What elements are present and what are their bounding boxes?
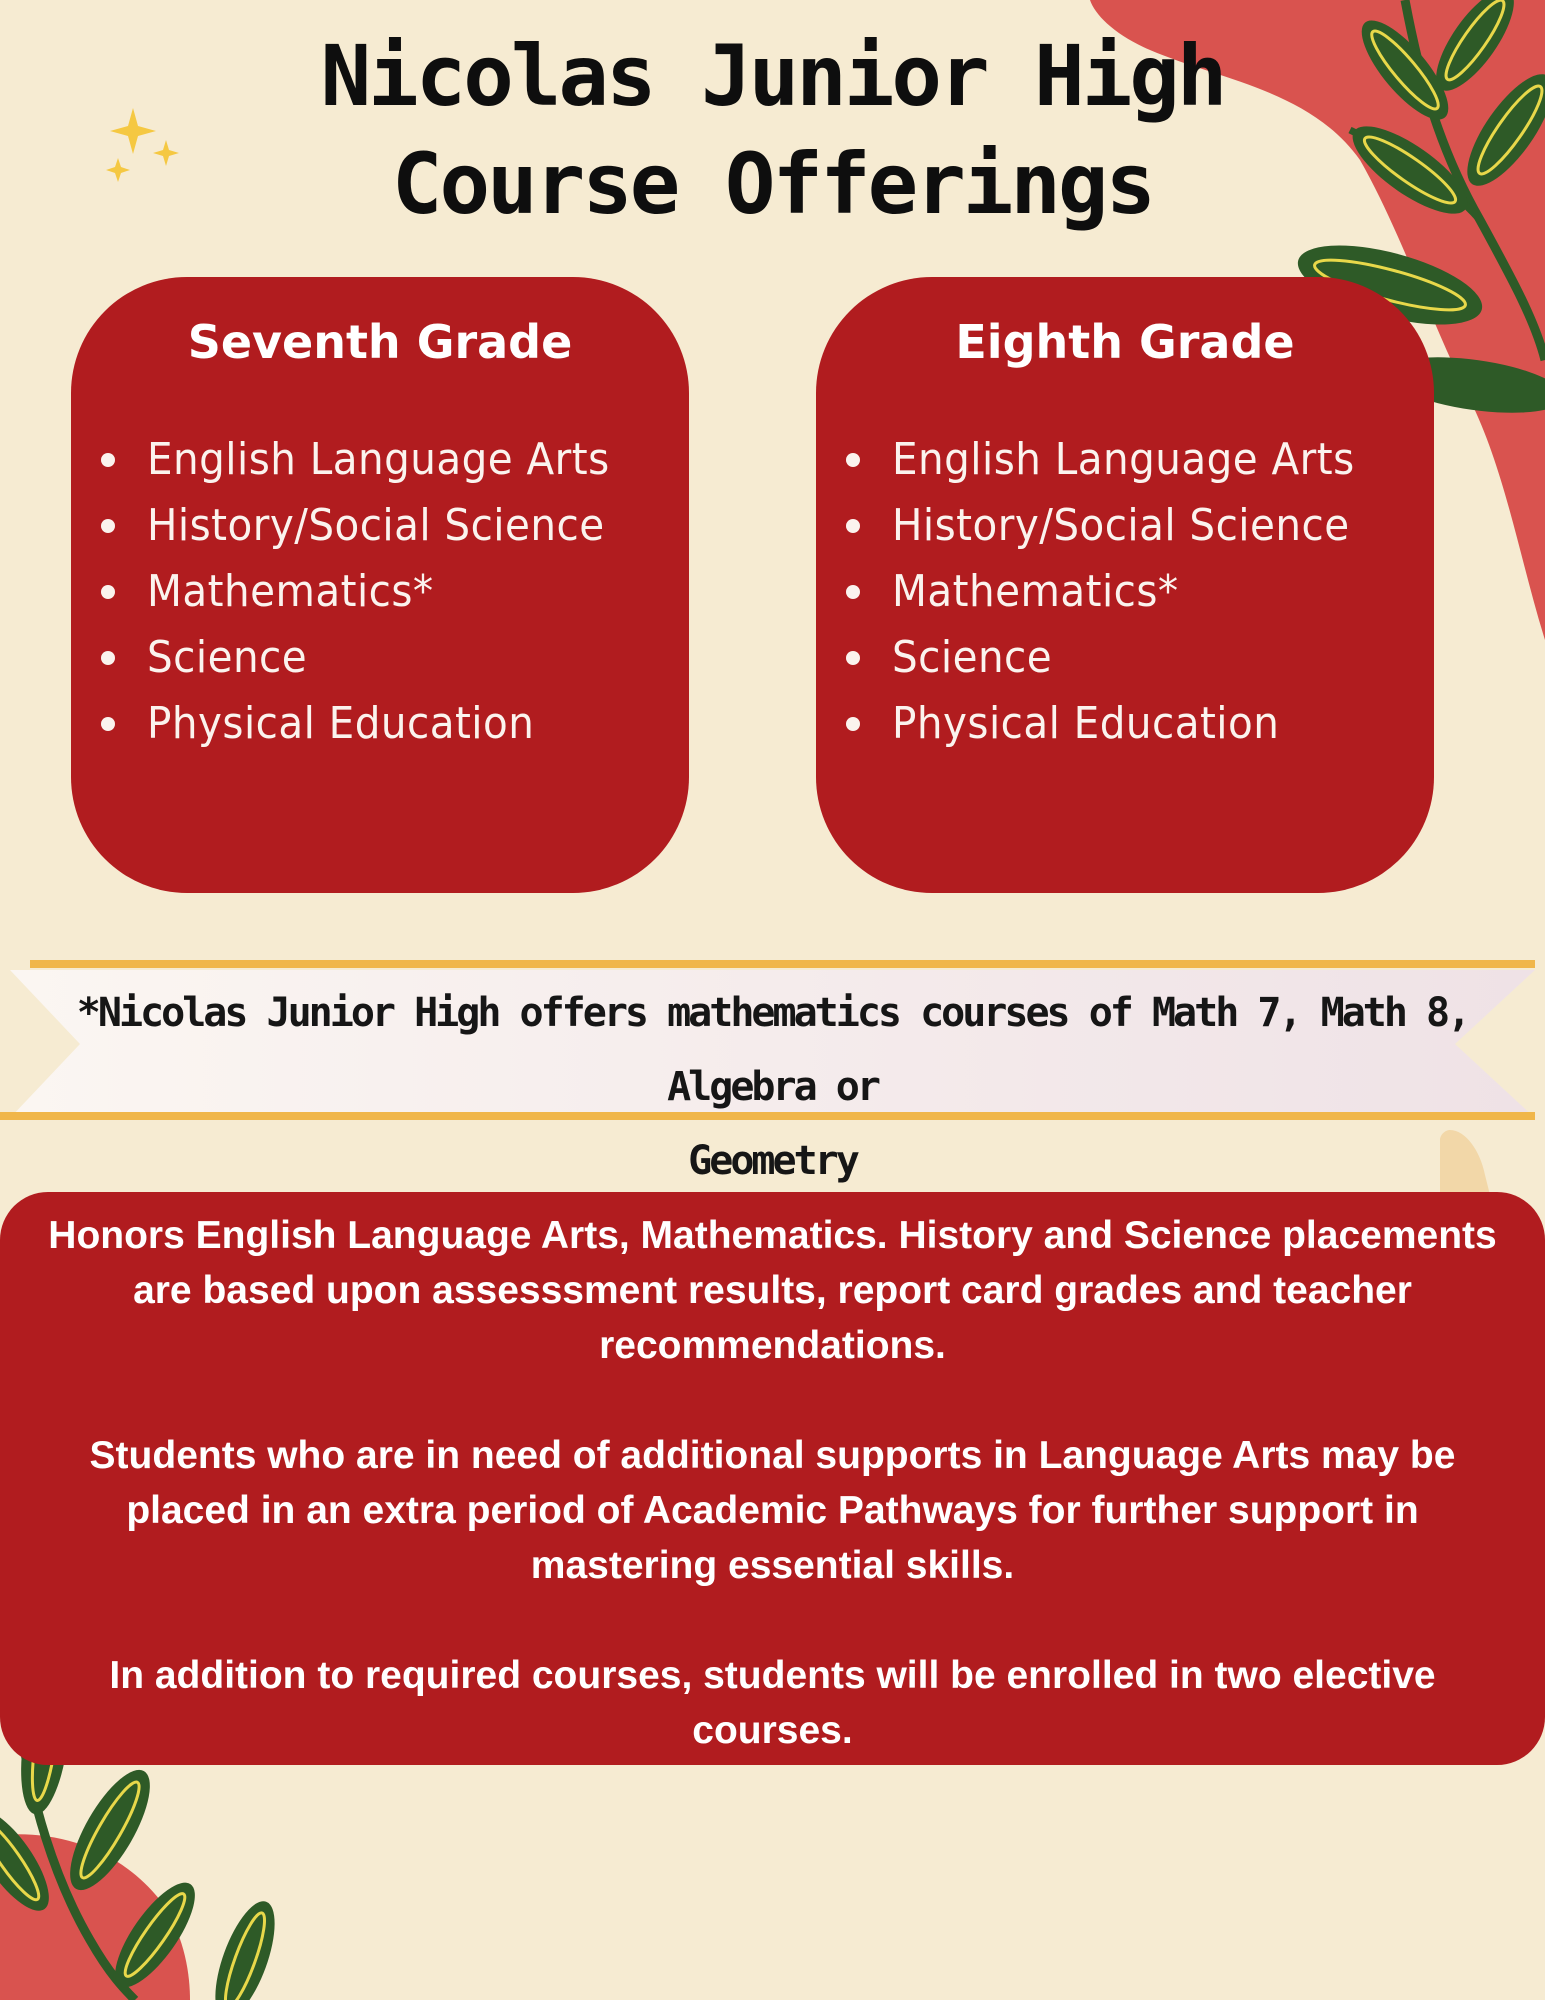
card-heading: Seventh Grade	[187, 315, 573, 369]
seventh-grade-card	[71, 277, 689, 893]
card-heading: Eighth Grade	[955, 315, 1295, 369]
list-item: History/Social Science	[147, 493, 650, 559]
course-list	[892, 427, 1395, 757]
list-item: Science	[147, 625, 650, 691]
math-footnote-line-1: *Nicolas Junior High offers mathematics courses of Math 7, Math 8, Algebra or	[76, 990, 1469, 1110]
list-item: English Language Arts	[147, 427, 650, 493]
list-item: Physical Education	[147, 691, 650, 757]
eighth-grade-card	[816, 277, 1434, 893]
list-item: Physical Education	[892, 691, 1395, 757]
math-footnote-line-2: Geometry	[688, 1138, 857, 1184]
list-item: Science	[892, 625, 1395, 691]
elective-paragraph: In addition to required courses, students will be enrolled in two elective courses.	[109, 1654, 1436, 1752]
honors-paragraph: Honors English Language Arts, Mathematics. History and Science placements are based upon assesssment results, report card grades and teacher recommendations.	[48, 1214, 1497, 1367]
math-footnote	[60, 976, 1485, 1198]
list-item: Mathematics*	[892, 559, 1395, 625]
list-item: Mathematics*	[147, 559, 650, 625]
list-item: English Language Arts	[892, 427, 1395, 493]
course-list	[147, 427, 650, 757]
placement-info-panel	[0, 1192, 1545, 1765]
page-title-line-1: Nicolas Junior High	[320, 27, 1225, 125]
page-title-line-2: Course Offerings	[391, 135, 1154, 233]
list-item: History/Social Science	[892, 493, 1395, 559]
support-paragraph: Students who are in need of additional supports in Language Arts may be placed in an extra period of Academic Pathways for further support in mastering essential skills.	[89, 1434, 1456, 1587]
